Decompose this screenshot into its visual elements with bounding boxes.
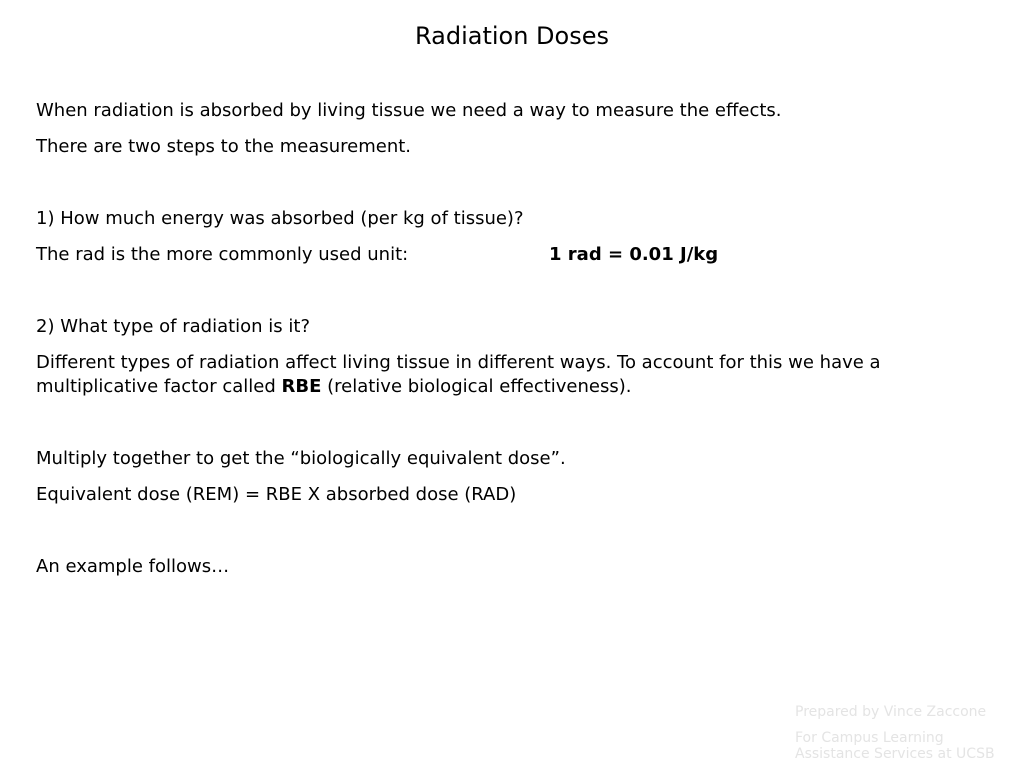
- step1-heading: 1) How much energy was absorbed (per kg of tissue)?: [36, 208, 524, 229]
- equivalent-dose-line: Equivalent dose (REM) = RBE X absorbed dose (RAD): [36, 484, 517, 505]
- step2-paragraph: [36, 351, 936, 399]
- step2-text-before: Different types of radiation affect living tissue in different ways. To account for this we have a multiplicative factor called: [36, 352, 881, 397]
- slide-title: Radiation Doses: [414, 22, 609, 50]
- rad-formula: 1 rad = 0.01 J/kg: [549, 244, 719, 265]
- step1-unit-text: The rad is the more commonly used unit:: [36, 244, 409, 265]
- credit-for-line-2: Assistance Services at UCSB: [795, 746, 995, 762]
- step2-text-after: (relative biological effectiveness).: [321, 376, 632, 397]
- intro-line-1: When radiation is absorbed by living tissue we need a way to measure the effects.: [36, 100, 782, 121]
- credit-for-line-1: For Campus Learning: [795, 730, 944, 746]
- example-line: An example follows…: [36, 556, 230, 577]
- rbe-term: RBE: [281, 376, 322, 397]
- credit-prepared-by: Prepared by Vince Zaccone: [795, 704, 987, 720]
- step2-heading: 2) What type of radiation is it?: [36, 316, 311, 337]
- multiply-line: Multiply together to get the “biologically equivalent dose”.: [36, 448, 566, 469]
- intro-line-2: There are two steps to the measurement.: [36, 136, 412, 157]
